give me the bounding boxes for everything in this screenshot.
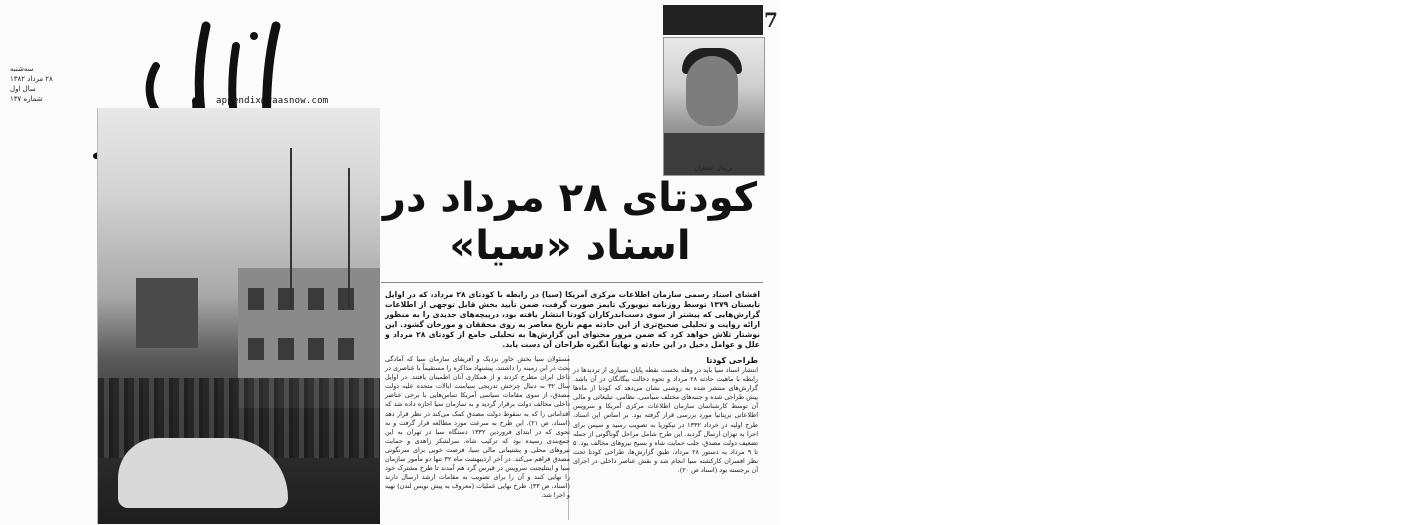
photo-window [248, 338, 264, 360]
series-number: 7 [764, 8, 778, 32]
photo-window [338, 338, 354, 360]
article-lead: افشای اسناد رسمی سازمان اطلاعات مرکزی آمریکا (سیا) در رابطه با کودتای ۲۸ مرداد، که در اوایل تابستان ۱۳۷۹ توسط روزنامه نیویورک تایمز صورت گرفت، ضمن تأیید بخش قابل توجهی از اطلاعات گزارش‌هایی که پیشتر از سوی دست‌اندرکاران کودتا انتشار یافته بود، درپیچه‌های جدیدی را به منظور ارائه روایت و تحلیلی صحیح‌تری از این حادثه مهم تاریخ معاصر به روی محققان و مورخان گشود. این نوشتار تلاش خواهد کرد که ضمن مرور محتوای این گزارش‌ها به تحلیلی جامع از کودتای ۲۸ مرداد و علل و عوامل دخیل در این حادثه و نهایتاً انگیزه طراحان آن دست یابد. [385, 290, 761, 349]
photo-window [308, 338, 324, 360]
portrait-caption: نریمان عشقیان [694, 165, 733, 172]
flag-pole [290, 148, 292, 308]
weekday: سه‌شنبه [10, 65, 34, 73]
date: ۲۸ مرداد ۱۳۸۲ [10, 75, 53, 83]
photo-window [278, 338, 294, 360]
contact-email: appendix@yaasnow.com [216, 96, 329, 106]
column-text: مسئولان سیا بخش خاور نزدیک و آفریقای سازمان سیا که آمادگی بحث در این زمینه را داشتند، پیشنهاد مذاکره را مستقیماً با عناصری در داخل ایران مطرح کردند و از همکاری آنان اطمینان یافتند. در اوایل سال ۳۲ به دنبال چرخش تدریجی سیاست ایالات متحده علیه دولت مصدق، از سوی مقامات سیاسی آمریکا تماس‌هایی با برخی عناصر داخلی مخالف دولت برقرار گردید و به سازمان سیا اجازه داده شد که اقداماتی را که به سقوط دولت مصدق کمک می‌کند در نظر قرار دهد (اسناد، ص ۲۱). این طرح به سرعت مورد مطالعه قرار گرفت و به نحوی که در ابتدای فروردین ۱۳۳۲ دستگاه سیا در تهران به این جمع‌بندی رسیده بود که ترکیب شاه، سرلشکر زاهدی و حمایت نیروهای محلی و پشتیبانی مالی سیا، فرصت خوبی برای سرنگونی مصدق فراهم می‌کند. در آخر اردیبهشت ماه ۳۲ تنها دو مأمور سازمان سیا و اینتلیجنت سرویس در قبرس گرد هم آمدند تا طرح مشترک خود را نهایی کنند و آن را برای تصویب به مقامات ارشد ارسال دارند (اسناد، ص ۳۳). طرح نهایی عملیات (معروف به پیش نویس لندن) تهیه و اجرا شد. [385, 355, 570, 500]
headline-line2: اسناد «سیا» [449, 223, 691, 269]
series-title-line1: کودتای ۲۸ مرداد [1348, 12, 1404, 21]
issue-number: شماره ۱۳۷ [10, 95, 43, 103]
photo-window [338, 288, 354, 310]
headline-line1: کودتای ۲۸ مرداد در [382, 175, 758, 221]
masthead [2, 0, 95, 200]
photo-car [118, 438, 288, 508]
author-portrait [663, 37, 765, 176]
series-title [1328, 11, 1424, 35]
photo-truck [136, 278, 198, 348]
photo-window [308, 288, 324, 310]
section-heading: طراحی کودتا [706, 356, 758, 365]
article-column-right [573, 355, 758, 475]
photo-window [248, 288, 264, 310]
article-column-left [385, 355, 570, 501]
historical-crowd-photo [97, 108, 380, 524]
portrait-face [686, 56, 738, 126]
volume: سال اول [10, 85, 36, 93]
article-headline [380, 175, 760, 271]
flag-pole [348, 168, 350, 308]
headline-divider [381, 282, 763, 283]
series-label-box [663, 5, 1404, 35]
series-title-line2: در اسناد سیا [1355, 24, 1397, 33]
column-text: انتشار اسناد سیا باید در وهله نخست نقطه پایان بسیاری از تردیدها در رابطه با ماهیت حادثه ۲۸ مرداد و نحوه دخالت بیگانگان در آن باشد. گزارش‌های منتشر شده به روشنی نشان می‌دهد که کودتا از ماه‌ها پیش طراحی شده و جنبه‌های مختلف سیاسی، نظامی، تبلیغاتی و مالی آن توسط کارشناسان سازمان اطلاعات مرکزی آمریکا و سرویس اطلاعاتی بریتانیا مورد بررسی قرار گرفته بود. بر اساس این اسناد، طرح اولیه در خرداد ۱۳۳۲ در نیکوزیا به تصویب رسید و سپس برای اجرا به تهران ارسال گردید. این طرح شامل مراحل گوناگونی از جمله تضعیف دولت مصدق، جلب حمایت شاه و بسیج نیروهای مخالف بود. ۵ تا ۹ مرداد به دستور ۲۸ مرداد، طبق گزارش‌ها، طراحی کودتا تحت نظر افسران کارکشته سیا انجام شد و نقش عناصر داخلی در اجرای آن برجسته بود (اسناد ص ۲۰). [573, 366, 758, 475]
issue-date-block [10, 64, 95, 104]
